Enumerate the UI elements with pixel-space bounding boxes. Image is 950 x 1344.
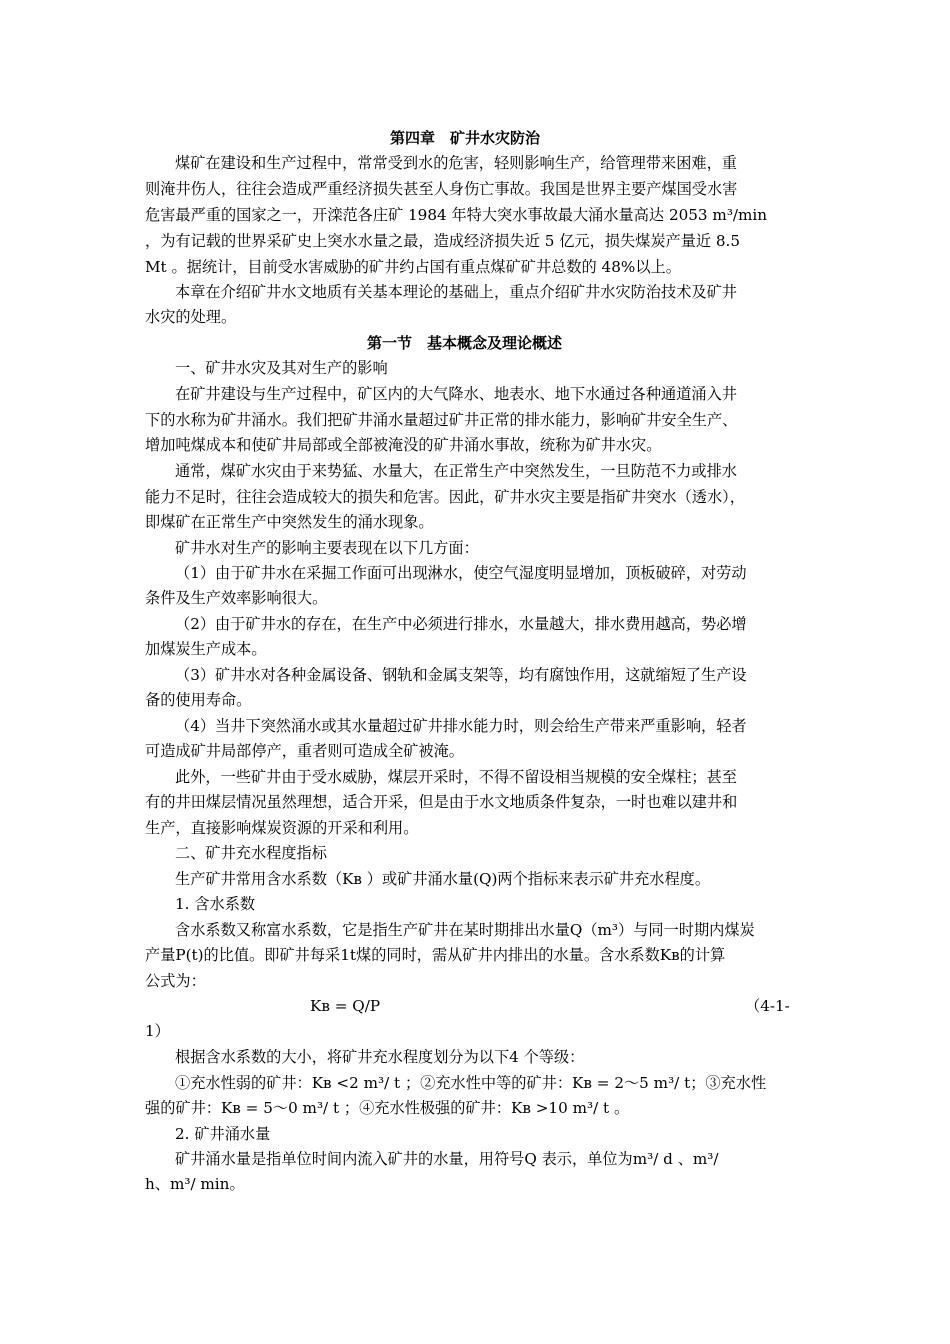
subheading: 1. 含水系数 — [175, 895, 256, 913]
paragraph-line: 生产，直接影响煤炭资源的开采和利用。 — [145, 819, 419, 837]
list-item: 条件及生产效率影响很大。 — [145, 589, 328, 607]
paragraph-line: 根据含水系数的大小，将矿井充水程度划分为以下4 个等级： — [175, 1048, 585, 1066]
paragraph-line: 此外，一些矿井由于受水威胁，煤层开采时，不得不留设相当规模的安全煤柱；甚至 — [175, 768, 737, 786]
paragraph-line: 危害最严重的国家之一，开滦范各庄矿 1984 年特大突水事故最大涌水量高达 2053 m³/min — [145, 206, 768, 224]
list-item: （3）矿井水对各种金属设备、钢轨和金属支架等，均有腐蚀作用，这就缩短了生产设 — [175, 666, 747, 684]
formula-number-wrap: 1） — [145, 1022, 170, 1040]
paragraph-line: 矿井水对生产的影响主要表现在以下几方面： — [175, 539, 479, 557]
chapter-title: 第四章 矿井水灾防治 — [390, 129, 541, 147]
paragraph-line: 水灾的处理。 — [145, 308, 237, 326]
paragraph-line: ，为有记载的世界采矿史上突水水量之最，造成经济损失近 5 亿元，损失煤炭产量近 8.5 — [145, 232, 741, 250]
paragraph-line: 煤矿在建设和生产过程中，常常受到水的危害，轻则影响生产，给管理带来困难，重 — [175, 154, 737, 172]
paragraph-line: ①充水性弱的矿井：Kʙ <2 m³/ t ；②充水性中等的矿井：Kʙ = 2～5 m³/ t；③充水性 — [175, 1074, 767, 1092]
paragraph-line: 增加吨煤成本和使矿井局部或全部被淹没的矿井涌水事故，统称为矿井水灾。 — [145, 436, 662, 454]
paragraph-line: 有的井田煤层情况虽然理想，适合开采，但是由于水文地质条件复杂，一时也难以建井和 — [145, 793, 738, 811]
paragraph-line: 通常，煤矿水灾由于来势猛、水量大，在正常生产中突然发生，一旦防范不力或排水 — [175, 462, 737, 480]
paragraph-line: h、m³/ min。 — [145, 1175, 245, 1193]
subheading: 2. 矿井涌水量 — [175, 1125, 271, 1143]
paragraph-line: 生产矿井常用含水系数（Kʙ ）或矿井涌水量(Q)两个指标来表示矿井充水程度。 — [175, 870, 711, 888]
paragraph-line: Mt 。据统计，目前受水害威胁的矿井约占国有重点煤矿矿井总数的 48%以上。 — [145, 258, 681, 276]
paragraph-line: 在矿井建设与生产过程中，矿区内的大气降水、地表水、地下水通过各种通道涌入井 — [175, 385, 737, 403]
paragraph-line: 即煤矿在正常生产中突然发生的涌水现象。 — [145, 513, 434, 531]
list-item: 加煤炭生产成本。 — [145, 640, 267, 658]
subheading: 二、矿井充水程度指标 — [175, 844, 327, 862]
list-item: （2）由于矿井水的存在，在生产中必须进行排水，水量越大，排水费用越高，势必增 — [175, 615, 747, 633]
paragraph-line: 产量P(t)的比值。即矿井每采1t煤的同时，需从矿井内排出的水量。含水系数Kʙ的计算 — [145, 946, 726, 964]
list-item: 可造成矿井局部停产，重者则可造成全矿被淹。 — [145, 742, 464, 760]
list-item: 备的使用寿命。 — [145, 691, 252, 709]
list-item: （1）由于矿井水在采掘工作面可出现淋水，使空气湿度明显增加，顶板破碎，对劳动 — [175, 564, 747, 582]
paragraph-line: 矿井涌水量是指单位时间内流入矿井的水量，用符号Q 表示，单位为m³/ d 、m³/ — [175, 1150, 719, 1168]
paragraph-line: 强的矿井：Kʙ = 5～0 m³/ t ；④充水性极强的矿井：Kʙ >10 m³/ t 。 — [145, 1099, 630, 1117]
formula-number: （4-1- — [745, 997, 790, 1015]
subheading: 一、矿井水灾及其对生产的影响 — [175, 359, 388, 377]
paragraph-line: 本章在介绍矿井水文地质有关基本理论的基础上，重点介绍矿井水灾防治技术及矿井 — [175, 283, 737, 301]
paragraph-line: 含水系数又称富水系数，它是指生产矿井在某时期排出水量Q（m³）与同一时期内煤炭 — [175, 921, 755, 939]
section-title: 第一节 基本概念及理论概述 — [367, 334, 563, 352]
paragraph-line: 下的水称为矿井涌水。我们把矿井涌水量超过矿井正常的排水能力，影响矿井安全生产、 — [145, 411, 738, 429]
paragraph-line: 则淹井伤人，往往会造成严重经济损失甚至人身伤亡事故。我国是世界主要产煤国受水害 — [145, 180, 738, 198]
paragraph-line: 能力不足时，往往会造成较大的损失和危害。因此，矿井水灾主要是指矿井突水（透水）， — [145, 488, 745, 506]
formula: Kʙ = Q/P — [310, 997, 381, 1015]
list-item: （4）当井下突然涌水或其水量超过矿井排水能力时，则会给生产带来严重影响，轻者 — [175, 717, 747, 735]
paragraph-line: 公式为： — [145, 972, 206, 990]
